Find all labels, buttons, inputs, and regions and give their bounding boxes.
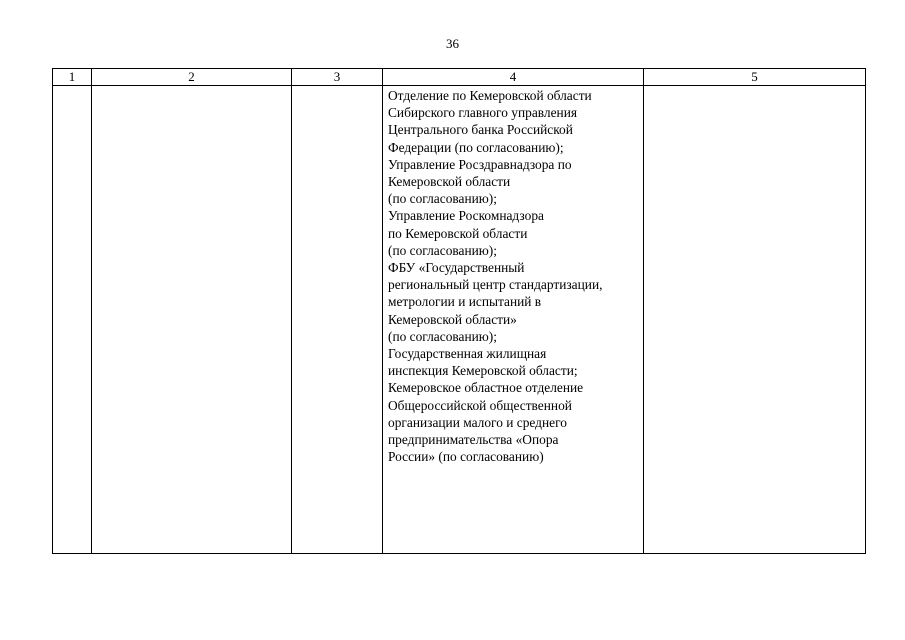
page-number: 36 xyxy=(446,36,459,51)
participant-line: Федерации (по согласованию); xyxy=(388,139,564,155)
cell-col-3 xyxy=(292,86,383,554)
participant-line: (по согласованию); xyxy=(388,191,497,207)
participant-line: организации малого и среднего xyxy=(388,414,567,430)
column-header-5: 5 xyxy=(644,69,866,86)
participant-line: Кемеровской области xyxy=(388,174,511,190)
participant-line: Управление Росздравнадзора по xyxy=(388,156,572,172)
column-header-4: 4 xyxy=(383,69,644,86)
participant-line: Отделение по Кемеровской области xyxy=(388,88,592,103)
participants-list xyxy=(383,86,643,465)
participant-line: Общероссийской общественной xyxy=(388,397,572,413)
participant-line: Сибирского главного управления xyxy=(388,105,578,121)
cell-col-1 xyxy=(53,86,92,554)
table-header-row xyxy=(53,69,866,86)
participant-line: Центрального банка Российской xyxy=(388,122,573,138)
participant-line: предпринимательства «Опора xyxy=(388,432,559,448)
participant-line: метрологии и испытаний в xyxy=(388,294,542,310)
participant-line: Кемеровское областное отделение xyxy=(388,380,584,396)
participant-line: Управление Роскомнадзора xyxy=(388,208,544,224)
cell-col-4 xyxy=(383,86,644,554)
table-row xyxy=(53,86,866,554)
participant-line: региональный центр стандартизации, xyxy=(388,277,603,293)
participant-line: по Кемеровской области xyxy=(388,225,528,241)
participant-line: (по согласованию); xyxy=(388,328,497,344)
participant-line: инспекция Кемеровской области; xyxy=(388,363,578,379)
participant-line: ФБУ «Государственный xyxy=(388,260,525,276)
column-header-3: 3 xyxy=(292,69,383,86)
document-table xyxy=(52,68,866,554)
cell-col-2 xyxy=(92,86,292,554)
participant-line: Государственная жилищная xyxy=(388,346,547,362)
participant-line: Кемеровской области» xyxy=(388,311,517,327)
participant-line: России» (по согласованию) xyxy=(388,449,544,465)
column-header-1: 1 xyxy=(53,69,92,86)
participant-line: (по согласованию); xyxy=(388,242,497,258)
cell-col-5 xyxy=(644,86,866,554)
column-header-2: 2 xyxy=(92,69,292,86)
